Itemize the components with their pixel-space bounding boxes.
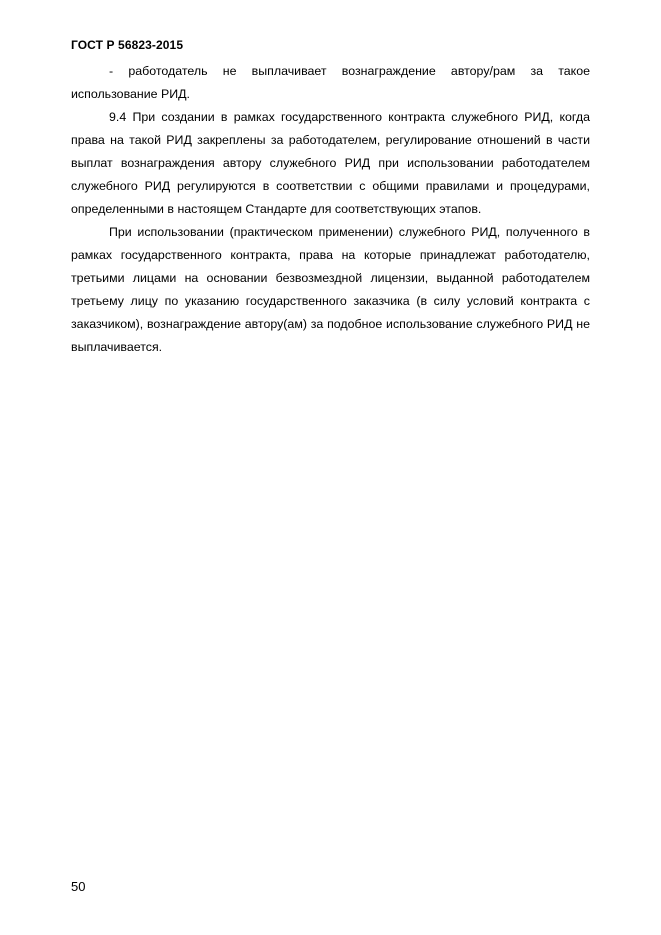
document-code-header: ГОСТ Р 56823-2015 xyxy=(71,38,184,52)
paragraph-third-party-use: При использовании (практическом применении) служебного РИД, полученного в рамках государственного контракта, права на которые принадлежат работодателю, третьими лицами на основании безвозмездной лицензии, выданной работодателем третьему лицу по указанию государственного заказчика (в силу условий контракта с заказчиком), вознаграждение автору(ам) за подобное использование служебного РИД не выплачивается. xyxy=(71,225,590,354)
document-body xyxy=(71,60,590,359)
paragraph-section-9-4: 9.4 При создании в рамках государственного контракта служебного РИД, когда права на такой РИД закреплены за работодателем, регулирование отношений в части выплат вознаграждения автору служебного РИД при использовании работодателем служебного РИД регулируются в соответствии с общими правилами и процедурами, определенными в настоящем Стандарте для соответствующих этапов. xyxy=(71,110,590,216)
page-number: 50 xyxy=(71,879,86,894)
paragraph-employer-no-payment: - работодатель не выплачивает вознаграждение автору/рам за такое использование РИД. xyxy=(71,64,590,101)
